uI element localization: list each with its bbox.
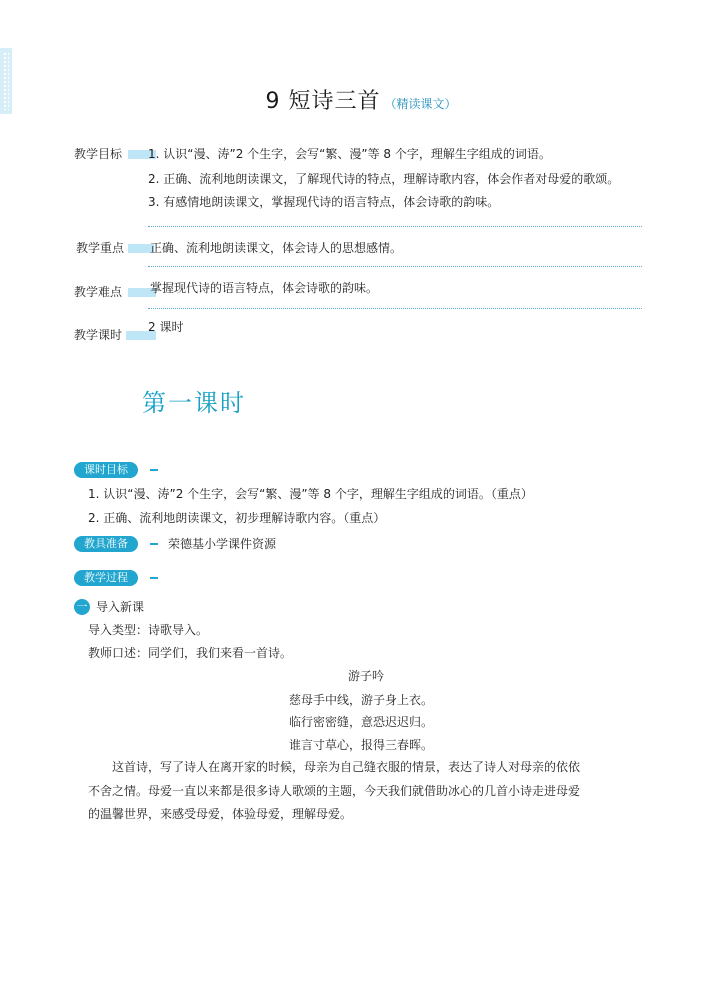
difficulty-text: 掌握现代诗的语言特点，体会诗歌的韵味。 bbox=[150, 281, 379, 295]
goal-item: 2. 正确、流利地朗读课文，了解现代诗的特点，理解诗歌内容，体会作者对母爱的歌颂。 bbox=[148, 172, 620, 186]
step-title: 导入新课 bbox=[96, 600, 145, 614]
teacher-says: 教师口述：同学们，我们来看一首诗。 bbox=[88, 646, 293, 660]
hours-label: 教学课时 bbox=[74, 328, 123, 342]
focus-text: 正确、流利地朗读课文，体会诗人的思想感情。 bbox=[150, 241, 403, 255]
step-number: 一 bbox=[74, 599, 90, 615]
goal-item: 3. 有感情地朗读课文，掌握现代诗的语言特点，体会诗歌的韵味。 bbox=[148, 195, 500, 209]
lesson-section-title: 第一课时 bbox=[142, 389, 246, 417]
goal-item: 1. 认识“漫、涛”2 个生字，会写“繁、漫”等 8 个字，理解生字组成的词语。 bbox=[148, 147, 551, 161]
objectives-badge: 课时目标 bbox=[74, 462, 138, 478]
lesson-type: （精读课文） bbox=[384, 97, 457, 111]
divider bbox=[148, 266, 642, 267]
intro-type: 导入类型：诗歌导入。 bbox=[88, 623, 209, 637]
poem-title: 游子吟 bbox=[347, 669, 384, 683]
focus-label: 教学重点 bbox=[76, 241, 125, 255]
hours-text: 2 课时 bbox=[148, 320, 184, 334]
page-title bbox=[0, 84, 722, 115]
objective-item: 1. 认识“漫、涛”2 个生字，会写“繁、漫”等 8 个字，理解生字组成的词语。（重点） bbox=[88, 487, 533, 501]
objective-item: 2. 正确、流利地朗读课文，初步理解诗歌内容。（重点） bbox=[88, 511, 386, 525]
tools-badge: 教具准备 bbox=[74, 536, 138, 552]
divider bbox=[148, 308, 642, 309]
poem-line: 谁言寸草心，报得三春晖。 bbox=[288, 738, 433, 752]
tools-text: 荣德基小学课件资源 bbox=[168, 537, 277, 551]
goals-label: 教学目标 bbox=[74, 147, 123, 161]
poem-line: 临行密密缝，意恐迟迟归。 bbox=[288, 715, 433, 729]
process-badge: 教学过程 bbox=[74, 570, 138, 586]
difficulty-label: 教学难点 bbox=[74, 285, 123, 299]
paragraph-line: 这首诗，写了诗人在离开家的时候，母亲为自己缝衣服的情景，表达了诗人对母亲的依依 bbox=[112, 760, 581, 774]
paragraph-line: 的温馨世界，来感受母爱，体验母爱，理解母爱。 bbox=[88, 807, 353, 821]
lesson-heading: 9 短诗三首 bbox=[265, 89, 381, 114]
poem-line: 慈母手中线，游子身上衣。 bbox=[288, 693, 433, 707]
paragraph-line: 不舍之情。母爱一直以来都是很多诗人歌颂的主题，今天我们就借助冰心的几首小诗走进母爱 bbox=[88, 784, 581, 798]
divider bbox=[148, 226, 642, 227]
